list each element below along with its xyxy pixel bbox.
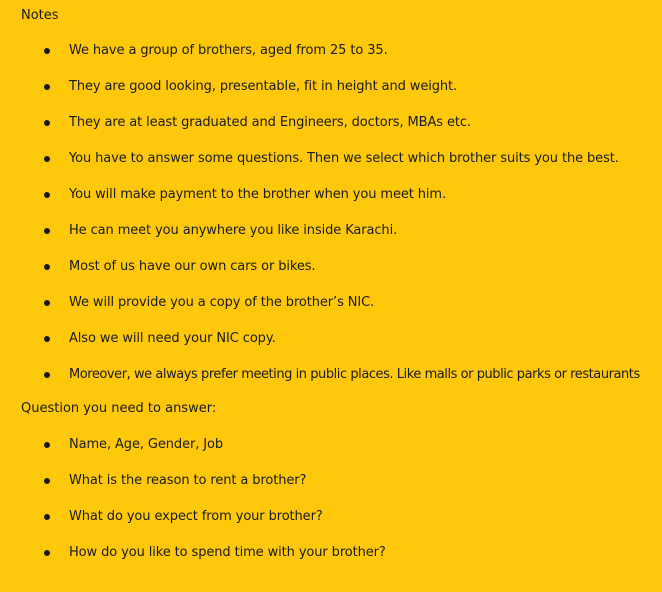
bullet-icon	[44, 84, 50, 90]
list-item-text: What do you expect from your brother?	[69, 509, 323, 524]
list-item-text: They are good looking, presentable, fit in height and weight.	[69, 79, 458, 94]
list-item	[0, 509, 662, 525]
list-item	[0, 151, 662, 167]
list-item	[0, 115, 662, 131]
list-item-text: Moreover, we always prefer meeting in public places. Like malls or public parks or restaurants	[69, 367, 640, 382]
bullet-icon	[44, 192, 50, 198]
bullet-icon	[44, 48, 50, 54]
list-item	[0, 331, 662, 347]
list-item	[0, 545, 662, 561]
list-item-text: We will provide you a copy of the brother’s NIC.	[69, 295, 375, 310]
list-item-text: Name, Age, Gender, Job	[69, 437, 224, 452]
notes-heading: Notes	[21, 8, 59, 23]
bullet-icon	[44, 228, 50, 234]
list-item	[0, 367, 662, 383]
bullet-icon	[44, 550, 50, 556]
list-item	[0, 79, 662, 95]
list-item	[0, 223, 662, 239]
list-item-text: You have to answer some questions. Then we select which brother suits you the best.	[69, 151, 619, 166]
list-item	[0, 295, 662, 311]
list-item-text: How do you like to spend time with your brother?	[69, 545, 386, 560]
questions-heading: Question you need to answer:	[21, 401, 217, 416]
list-item-text: You will make payment to the brother when you meet him.	[69, 187, 447, 202]
bullet-icon	[44, 478, 50, 484]
list-item	[0, 437, 662, 453]
list-item	[0, 43, 662, 59]
bullet-icon	[44, 264, 50, 270]
list-item-text: We have a group of brothers, aged from 25 to 35.	[69, 43, 388, 58]
bullet-icon	[44, 442, 50, 448]
bullet-icon	[44, 120, 50, 126]
bullet-icon	[44, 336, 50, 342]
list-item-text: They are at least graduated and Engineers, doctors, MBAs etc.	[69, 115, 471, 130]
list-item-text: He can meet you anywhere you like inside Karachi.	[69, 223, 398, 238]
list-item	[0, 259, 662, 275]
list-item-text: Also we will need your NIC copy.	[69, 331, 276, 346]
bullet-icon	[44, 514, 50, 520]
bullet-icon	[44, 372, 50, 378]
list-item	[0, 187, 662, 203]
list-item-text: What is the reason to rent a brother?	[69, 473, 307, 488]
list-item-text: Most of us have our own cars or bikes.	[69, 259, 316, 274]
bullet-icon	[44, 300, 50, 306]
bullet-icon	[44, 156, 50, 162]
list-item	[0, 473, 662, 489]
